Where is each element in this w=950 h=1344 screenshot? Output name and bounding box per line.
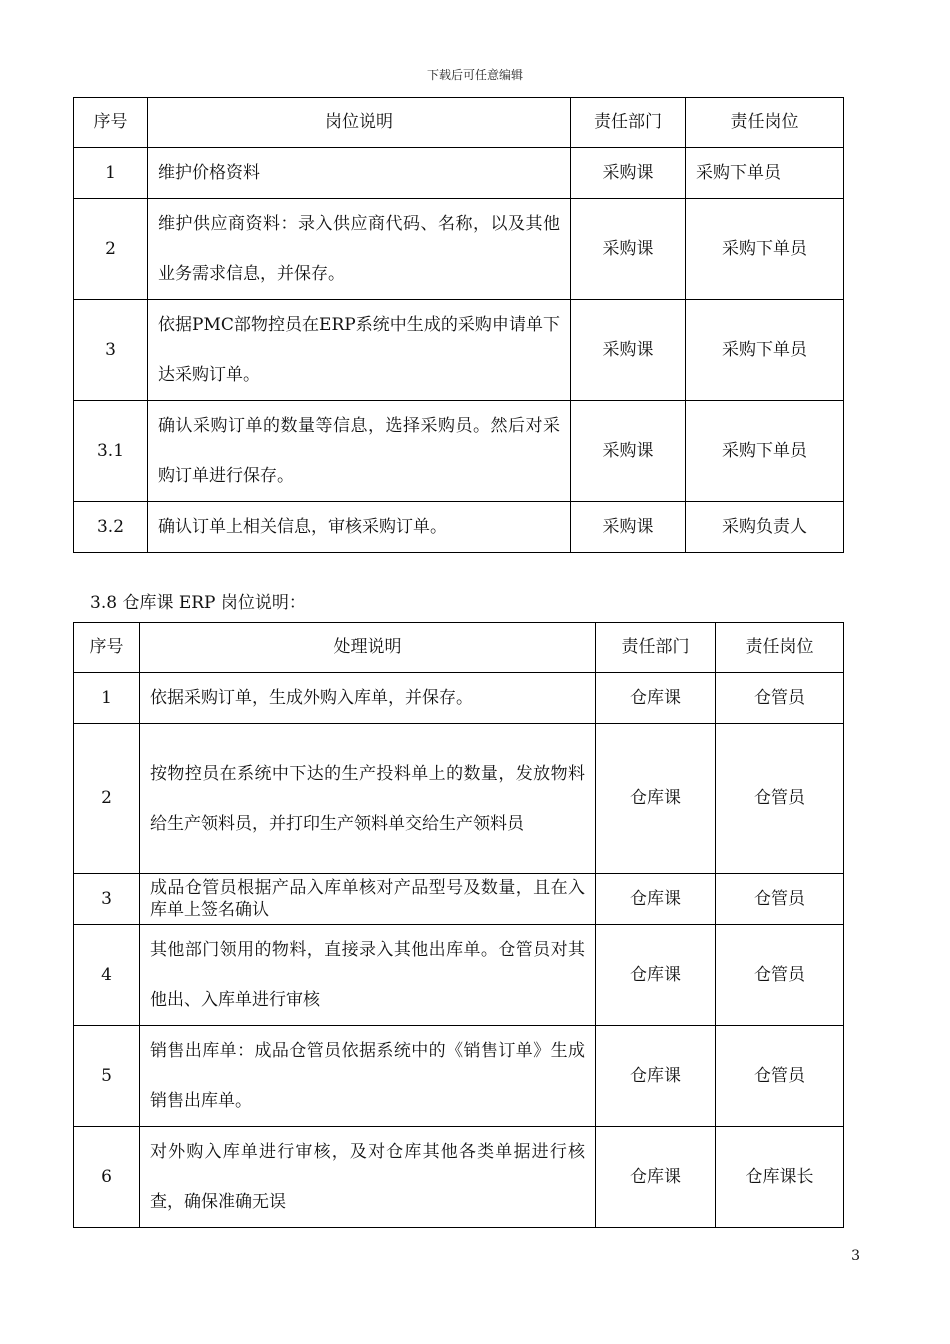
table-row: [74, 148, 844, 199]
row-department: 仓库课: [596, 673, 716, 724]
row-role: 仓管员: [716, 1026, 844, 1127]
row-seq: 3: [74, 874, 140, 925]
row-description: 维护价格资料: [148, 148, 571, 199]
header-role: 责任岗位: [716, 623, 844, 673]
page-header-note: 下载后可任意编辑: [426, 68, 523, 82]
table-row: [74, 502, 844, 553]
row-department: 仓库课: [596, 874, 716, 925]
table-header-row: [74, 623, 844, 673]
table-row: [74, 925, 844, 1026]
page-number: 3: [851, 1248, 860, 1264]
row-department: 采购课: [571, 401, 686, 502]
row-seq: 5: [74, 1026, 140, 1127]
row-description: 确认采购订单的数量等信息，选择采购员。然后对采购订单进行保存。: [148, 401, 571, 502]
header-seq: 序号: [74, 623, 140, 673]
row-description: 对外购入库单进行审核，及对仓库其他各类单据进行核查，确保准确无误: [140, 1127, 596, 1228]
row-seq: 4: [74, 925, 140, 1026]
row-role: 采购下单员: [686, 300, 844, 401]
row-role: 仓管员: [716, 673, 844, 724]
row-department: 仓库课: [596, 1127, 716, 1228]
row-seq: 1: [74, 673, 140, 724]
header-role: 责任岗位: [686, 98, 844, 148]
warehouse-roles-table: [73, 622, 844, 1228]
header-department: 责任部门: [571, 98, 686, 148]
table-row: [74, 673, 844, 724]
header-department: 责任部门: [596, 623, 716, 673]
table-row: [74, 199, 844, 300]
table-row: [74, 1026, 844, 1127]
section-title: 3.8 仓库课 ERP 岗位说明：: [90, 593, 306, 613]
purchasing-roles-table: [73, 97, 844, 553]
table-row: [74, 1127, 844, 1228]
row-role: 采购下单员: [686, 401, 844, 502]
row-role: 采购下单员: [686, 199, 844, 300]
row-seq: 3: [74, 300, 148, 401]
table-row: [74, 874, 844, 925]
row-seq: 1: [74, 148, 148, 199]
row-role: 采购负责人: [686, 502, 844, 553]
row-seq: 6: [74, 1127, 140, 1228]
header-seq: 序号: [74, 98, 148, 148]
row-department: 采购课: [571, 199, 686, 300]
row-role: 采购下单员: [686, 148, 844, 199]
row-description: 成品仓管员根据产品入库单核对产品型号及数量，且在入库单上签名确认: [140, 874, 596, 925]
row-role: 仓管员: [716, 724, 844, 874]
row-description: 依据PMC部物控员在ERP系统中生成的采购申请单下达采购订单。: [148, 300, 571, 401]
row-description: 确认订单上相关信息，审核采购订单。: [148, 502, 571, 553]
row-role: 仓管员: [716, 925, 844, 1026]
row-seq: 2: [74, 724, 140, 874]
row-department: 采购课: [571, 300, 686, 401]
table-row: [74, 300, 844, 401]
row-role: 仓管员: [716, 874, 844, 925]
row-description: 维护供应商资料：录入供应商代码、名称，以及其他业务需求信息，并保存。: [148, 199, 571, 300]
row-description: 依据采购订单，生成外购入库单，并保存。: [140, 673, 596, 724]
row-seq: 3.1: [74, 401, 148, 502]
row-seq: 3.2: [74, 502, 148, 553]
row-department: 采购课: [571, 148, 686, 199]
row-seq: 2: [74, 199, 148, 300]
header-description: 岗位说明: [148, 98, 571, 148]
table-row: [74, 724, 844, 874]
row-department: 采购课: [571, 502, 686, 553]
row-role: 仓库课长: [716, 1127, 844, 1228]
row-department: 仓库课: [596, 925, 716, 1026]
table-header-row: [74, 98, 844, 148]
row-department: 仓库课: [596, 724, 716, 874]
row-description: 按物控员在系统中下达的生产投料单上的数量，发放物料给生产领料员，并打印生产领料单交给生产领料员: [140, 724, 596, 874]
row-department: 仓库课: [596, 1026, 716, 1127]
table-row: [74, 401, 844, 502]
header-description: 处理说明: [140, 623, 596, 673]
row-description: 销售出库单：成品仓管员依据系统中的《销售订单》生成销售出库单。: [140, 1026, 596, 1127]
row-description: 其他部门领用的物料，直接录入其他出库单。仓管员对其他出、入库单进行审核: [140, 925, 596, 1026]
